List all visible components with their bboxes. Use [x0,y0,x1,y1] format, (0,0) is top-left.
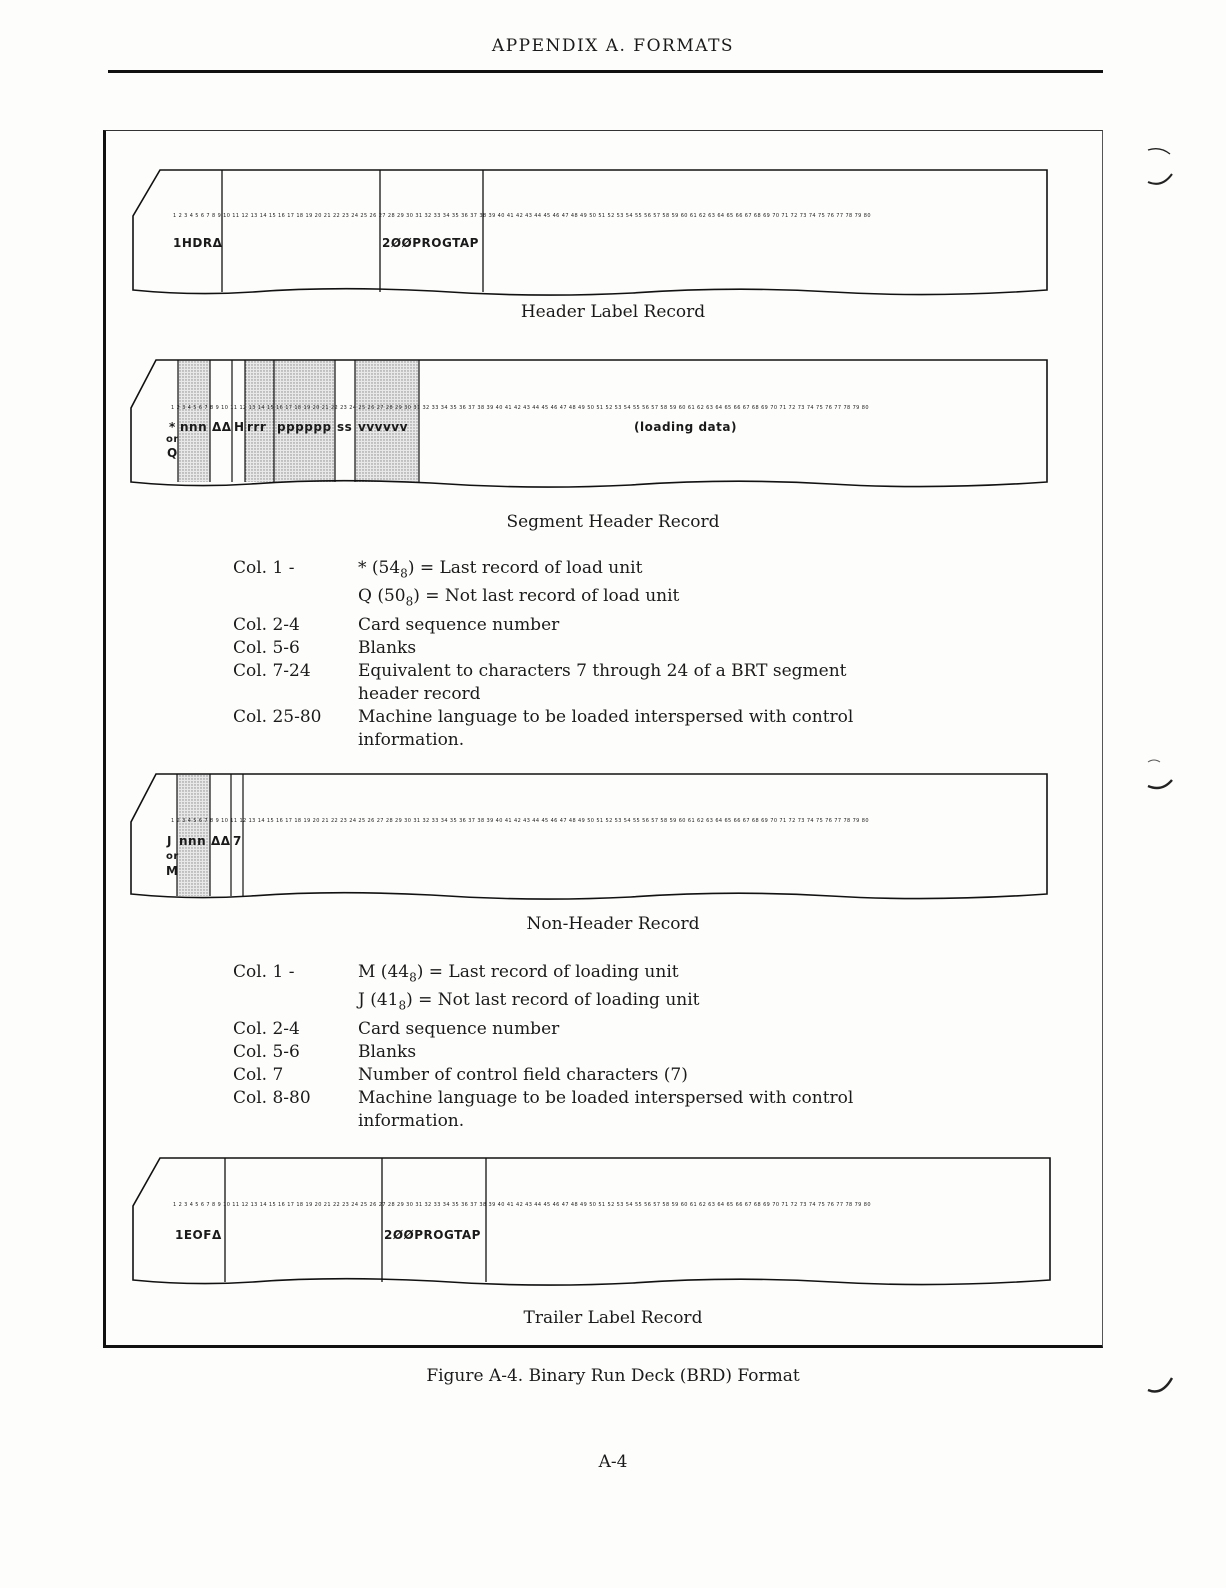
legend-col: Col. 5-6 [233,1041,300,1062]
non-header-legend [233,961,853,1133]
legend-desc: Machine language to be loaded interspersed with control [358,1087,854,1108]
page-number: A-4 [598,1452,628,1472]
figure-caption: Figure A-4. Binary Run Deck (BRD) Format [426,1366,800,1386]
header-field-2: 2ØØPROGTAP [382,236,479,250]
col1-symbol: * [169,420,176,434]
legend-col: Col. 2-4 [233,1018,300,1039]
legend-row [233,1018,853,1041]
segment-card-title: Segment Header Record [506,512,720,532]
legend-col [233,729,358,752]
p-field: pppppp [277,420,332,434]
legend-col [233,585,358,613]
r-field: rrr [247,420,267,434]
trailer-field-2: 2ØØPROGTAP [384,1228,481,1242]
legend-row [233,660,853,683]
non-header-card-title: Non-Header Record [526,914,700,934]
col1-symbol: J [167,834,172,848]
legend-col: Col. 1 - [233,558,295,578]
legend-col: Col. 5-6 [233,637,300,658]
legend-desc: Card sequence number [358,1018,560,1039]
legend-row [233,1087,853,1110]
legend-desc: information. [358,729,465,750]
col1-alt: M [166,864,179,878]
binding-mark [1146,148,1176,168]
blanks-field: ΔΔ [212,420,232,434]
legend-row [233,1110,853,1133]
legend-desc: Equivalent to characters 7 through 24 of a BRT segment [358,660,847,681]
legend-row [233,683,853,706]
card-outline [131,772,1048,902]
legend-row [233,961,853,989]
legend-col [233,1110,358,1133]
legend-desc: Number of control field characters (7) [358,1064,688,1085]
h-field: H [234,420,245,434]
column-numbers: 1 2 3 4 5 6 7 8 9 10 11 12 13 14 15 16 17 18 19 20 21 22 23 24 25 26 27 28 29 30 31 32 33 34 35 36 37 38 39 40 41 42 43 44 45 46 47 48 49 50 51 52 53 54 55 56 57 58 59 60 61 62 63 64 65 66 67 68 69 70 71 72 73 74 75 76 77 78 79 80 [173,1202,871,1208]
binding-mark [1146,760,1176,780]
legend-row [233,585,853,613]
column-numbers: 1 2 3 4 5 6 7 8 9 10 11 12 13 14 15 16 17 18 19 20 21 22 23 24 25 26 27 28 29 30 31 32 33 34 35 36 37 38 39 40 41 42 43 44 45 46 47 48 49 50 51 52 53 54 55 56 57 58 59 60 61 62 63 64 65 66 67 68 69 70 71 72 73 74 75 76 77 78 79 80 [171,405,869,411]
segment-legend [233,557,853,752]
legend-desc: information. [358,1110,465,1131]
header-card-title: Header Label Record [520,302,706,322]
legend-row [233,614,853,637]
legend-row [233,729,853,752]
legend-col: Col. 1 - [233,962,295,982]
column-numbers: 1 2 3 4 5 6 7 8 9 10 11 12 13 14 15 16 17 18 19 20 21 22 23 24 25 26 27 28 29 30 31 32 33 34 35 36 37 38 39 40 41 42 43 44 45 46 47 48 49 50 51 52 53 54 55 56 57 58 59 60 61 62 63 64 65 66 67 68 69 70 71 72 73 74 75 76 77 78 79 80 [171,818,869,824]
trailer-field-1: 1EOFΔ [175,1228,222,1242]
segment-header-card [131,358,1048,490]
s-field: ss [337,420,353,434]
legend-col: Col. 7 [233,1064,284,1085]
legend-col: Col. 7-24 [233,660,311,681]
seq-field: nnn [179,834,207,848]
trailer-label-card [133,1156,1051,1288]
binding-mark [1146,1368,1176,1388]
legend-row [233,1064,853,1087]
legend-desc: Blanks [358,637,417,658]
legend-col: Col. 2-4 [233,614,300,635]
legend-desc: M $(44_8)$ = Last record of loading unit [358,962,679,985]
legend-desc: Q $(50_8)$ = Not last record of load unit [358,586,680,609]
header-label-card [133,168,1048,296]
legend-col [233,683,358,706]
blanks-field: ΔΔ [211,834,231,848]
trailer-card-title: Trailer Label Record [523,1308,703,1328]
col1-alt: Q [167,446,178,460]
card-outline [133,168,1048,296]
page-header: APPENDIX A. FORMATS [491,36,735,56]
column-numbers: 1 2 3 4 5 6 7 8 9 10 11 12 13 14 15 16 17 18 19 20 21 22 23 24 25 26 27 28 29 30 31 32 33 34 35 36 37 38 39 40 41 42 43 44 45 46 47 48 49 50 51 52 53 54 55 56 57 58 59 60 61 62 63 64 65 66 67 68 69 70 71 72 73 74 75 76 77 78 79 80 [173,213,871,219]
legend-col: Col. 25-80 [233,706,322,727]
non-header-card [131,772,1048,902]
legend-row [233,557,853,585]
legend-desc: Blanks [358,1041,417,1062]
header-field-1: 1HDRΔ [173,236,223,250]
seq-field: nnn [180,420,208,434]
count-field: 7 [233,834,242,848]
header-rule [108,70,1103,73]
legend-desc: Card sequence number [358,614,560,635]
legend-col: Col. 8-80 [233,1087,311,1108]
col1-or: or [166,851,179,862]
legend-row [233,1041,853,1064]
col1-or: or [166,434,179,445]
loading-data-label: (loading data) [634,420,737,434]
legend-row [233,706,853,729]
legend-row [233,989,853,1017]
card-outline [131,358,1048,490]
legend-row [233,637,853,660]
legend-desc: header record [358,683,481,704]
legend-desc: * $(54_8)$ = Last record of load unit [358,558,643,581]
legend-desc: J $(41_8)$ = Not last record of loading unit [358,990,700,1013]
legend-col [233,989,358,1017]
card-outline [133,1156,1051,1288]
legend-desc: Machine language to be loaded interspersed with control [358,706,854,727]
v-field: vvvvvv [358,420,408,434]
